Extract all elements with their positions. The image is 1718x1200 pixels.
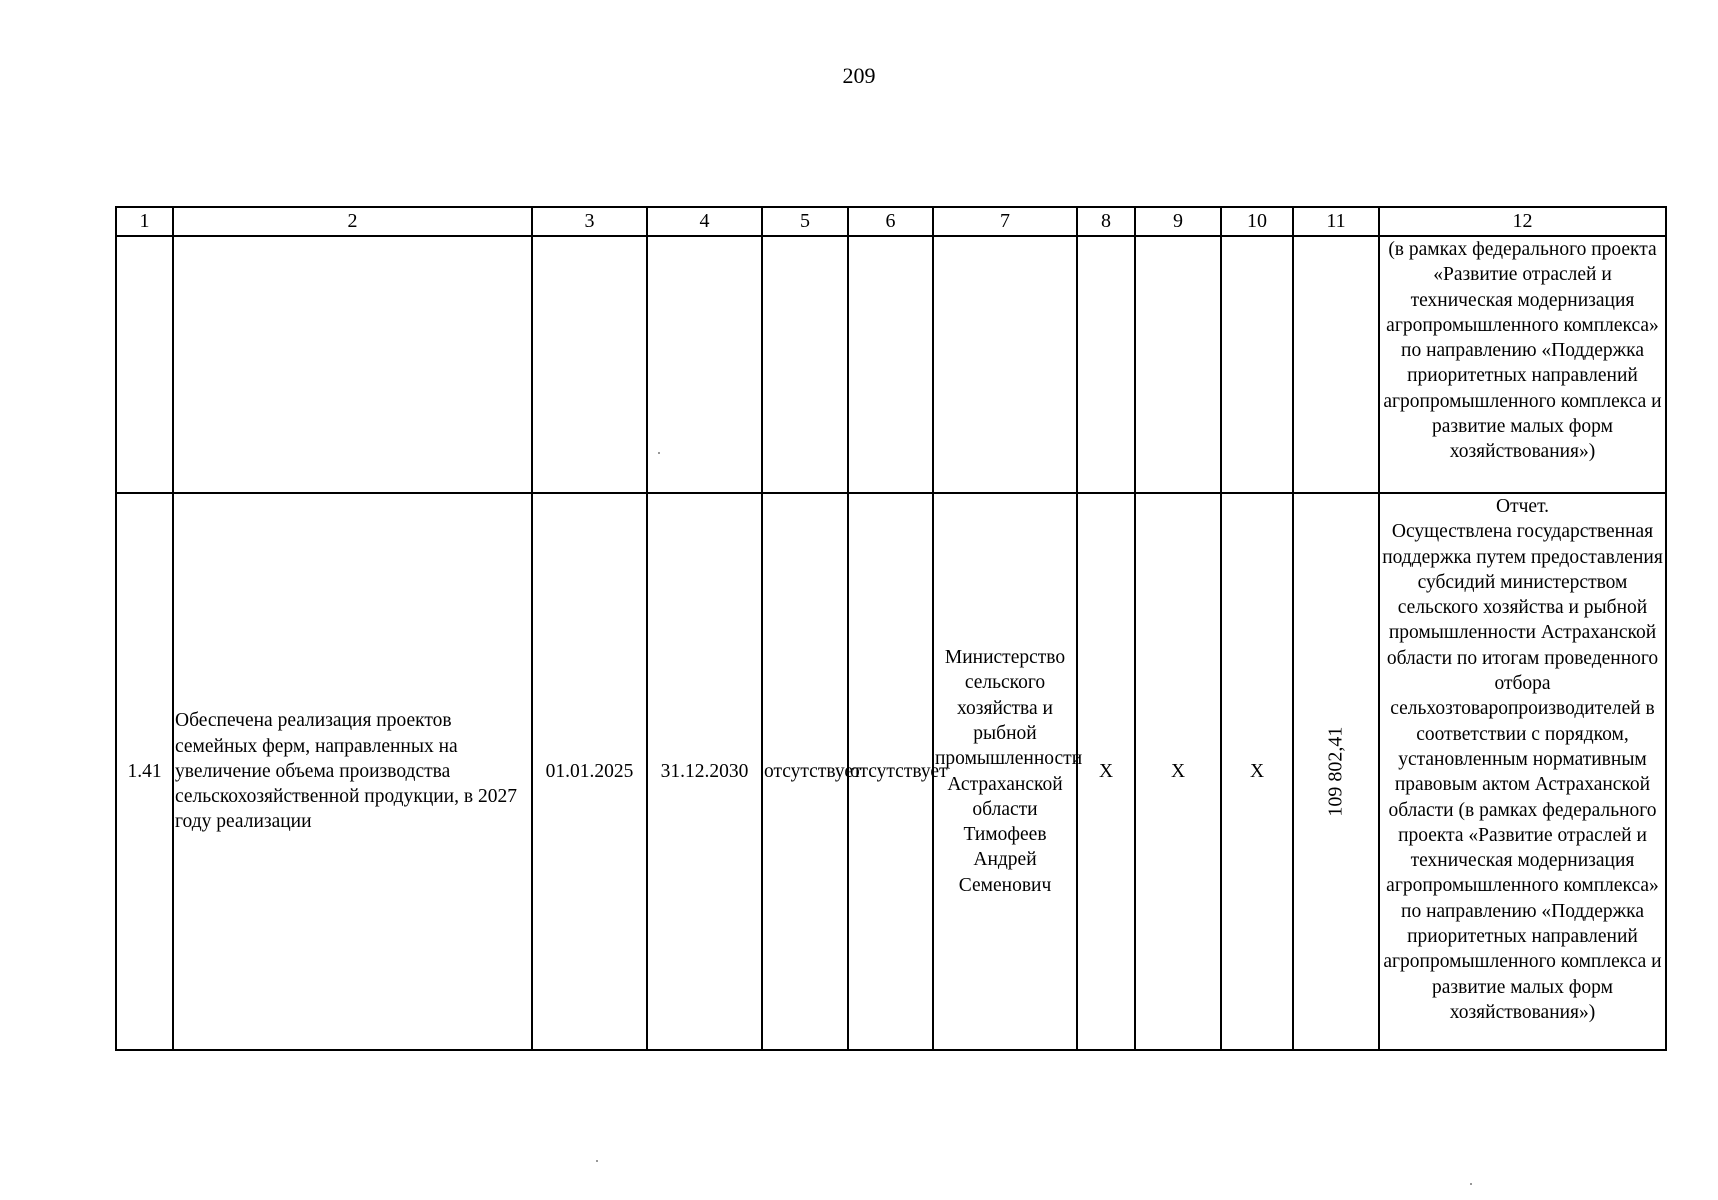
- cont-cell-5: [762, 236, 848, 493]
- cont-cell-6: [848, 236, 933, 493]
- column-header-2: 2: [173, 207, 532, 236]
- cont-cell-4: [647, 236, 762, 493]
- column-header-7: 7: [933, 207, 1077, 236]
- start-date: 01.01.2025: [532, 493, 647, 1050]
- row-number: 1.41: [116, 493, 173, 1050]
- cont-cell-2: [173, 236, 532, 493]
- column-header-12: 12: [1379, 207, 1666, 236]
- cont-cell-3: [532, 236, 647, 493]
- funding-amount: 109 802,41: [1324, 726, 1347, 817]
- report-title: Отчет.: [1496, 496, 1549, 517]
- report-text: Осуществлена государственная поддержка путем предоставления субсидий министерством сельского хозяйства и рыбной промышленности Астраханской области по итогам проведенного отбора сельхозтоваропроизводителей в соответствии с порядком, установленным нормативным правовым актом Астраханской области (в рамках федерального проекта «Развитие отраслей и техническая модернизация агропромышленного комплекса» по направлению «Поддержка приоритетных направлений агропромышленного комплекса и развитие малых форм хозяйствования»): [1382, 521, 1663, 1023]
- scan-speck: [1470, 1183, 1472, 1185]
- column-header-3: 3: [532, 207, 647, 236]
- funding-amount-cell: [1293, 493, 1379, 1050]
- table-row: [116, 493, 1666, 1050]
- cont-cell-8: [1077, 236, 1135, 493]
- column-header-5: 5: [762, 207, 848, 236]
- col10-mark: X: [1221, 493, 1293, 1050]
- col6-value: отсутствует: [848, 493, 933, 1050]
- column-header-10: 10: [1221, 207, 1293, 236]
- cont-cell-9: [1135, 236, 1221, 493]
- cont-cell-1: [116, 236, 173, 493]
- column-header-8: 8: [1077, 207, 1135, 236]
- report-table: [115, 206, 1667, 1051]
- col8-mark: X: [1077, 493, 1135, 1050]
- report-cell: [1379, 493, 1666, 1050]
- cont-cell-10: [1221, 236, 1293, 493]
- col5-value: отсутствует: [762, 493, 848, 1050]
- column-header-6: 6: [848, 207, 933, 236]
- end-date: 31.12.2030: [647, 493, 762, 1050]
- event-description: Обеспечена реализация проектов семейных ферм, направленных на увеличение объема производства сельскохозяйственной продукции, в 2027 году реализации: [173, 493, 532, 1050]
- col9-mark: X: [1135, 493, 1221, 1050]
- cont-cell-12-note: (в рамках федерального проекта «Развитие отраслей и техническая модернизация агропромышленного комплекса» по направлению «Поддержка приоритетных направлений агропромышленного комплекса и развитие малых форм хозяйствования»): [1379, 236, 1666, 493]
- scan-speck: [658, 452, 660, 454]
- column-header-11: 11: [1293, 207, 1379, 236]
- scan-speck: [596, 1160, 598, 1162]
- cont-cell-11: [1293, 236, 1379, 493]
- continuation-row: [116, 236, 1666, 493]
- column-header-4: 4: [647, 207, 762, 236]
- column-header-1: 1: [116, 207, 173, 236]
- column-header-9: 9: [1135, 207, 1221, 236]
- header-row: [116, 207, 1666, 236]
- cont-cell-7: [933, 236, 1077, 493]
- funding-amount-wrap: [1295, 494, 1377, 1049]
- responsible-executor: Министерство сельского хозяйства и рыбной промышленности Астраханской области Тимофеев Андрей Семенович: [933, 493, 1077, 1050]
- page-number: 209: [842, 63, 876, 88]
